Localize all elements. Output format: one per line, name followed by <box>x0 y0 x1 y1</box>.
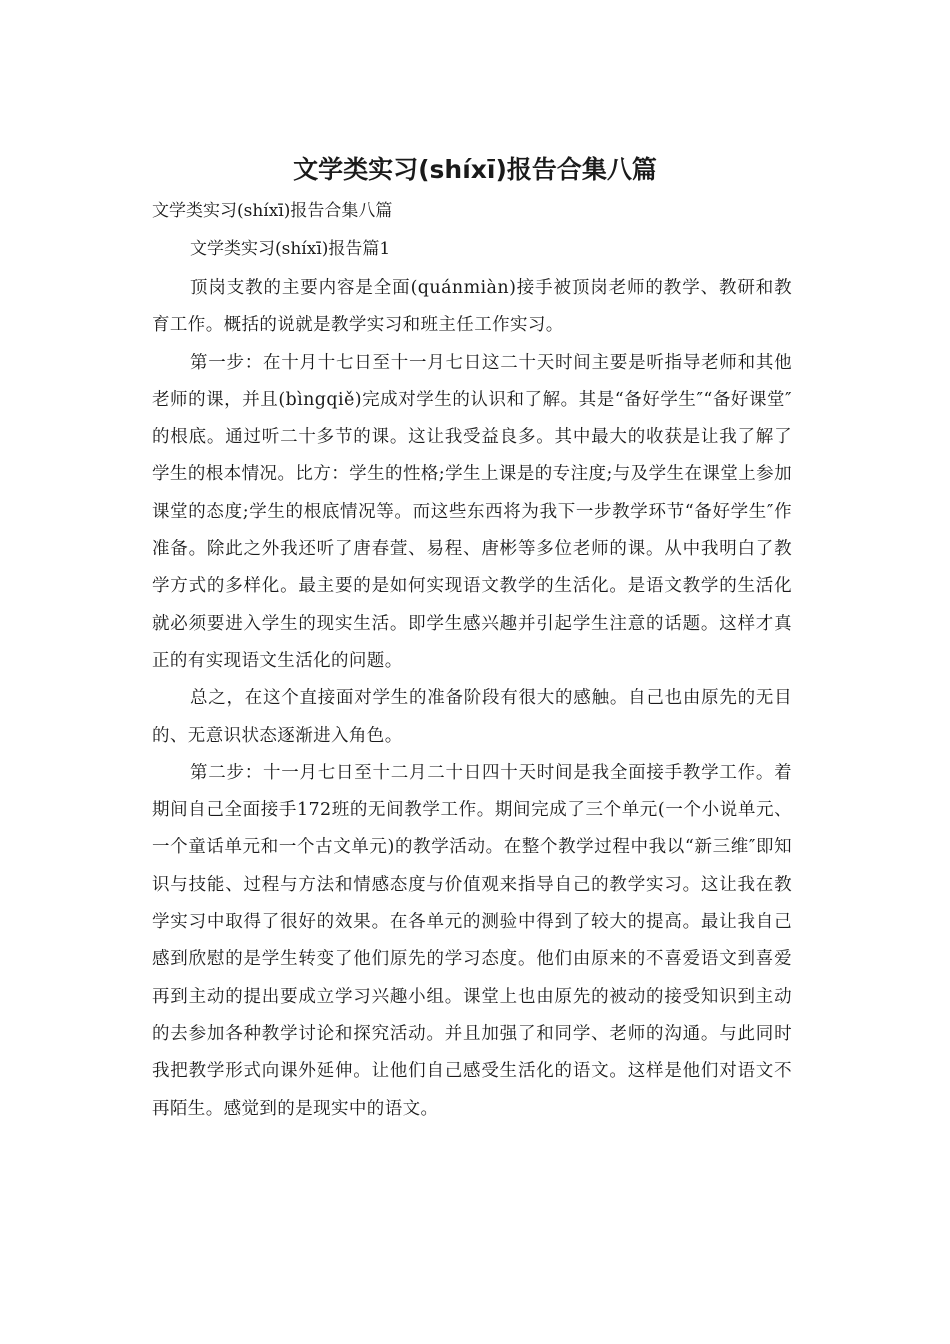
document-subtitle: 文学类实习(shíxī)报告合集八篇 <box>152 201 393 221</box>
paragraph-2: 第一步：在十月十七日至十一月七日这二十天时间主要是听指导老师和其他老师的课，并且(bìngqiě)完成对学生的认识和了解。其是“备好学生″“备好课堂″的根底。通过听二十多节的课。这让我受益良多。其中最大的收获是让我了解了学生的根本情况。比方：学生的性格;学生上课是的专注度;与及学生在课堂上参加课堂的态度;学生的根底情况等。而这些东西将为我下一步教学环节“备好学生″作准备。除此之外我还听了唐春萱、易程、唐彬等多位老师的课。从中我明白了教学方式的多样化。最主要的是如何实现语文教学的生活化。是语文教学的生活化就必须要进入学生的现实生活。即学生感兴趣并引起学生注意的话题。这样才真正的有实现语文生活化的问题。 <box>152 352 792 671</box>
paragraph-1: 顶岗支教的主要内容是全面(quánmiàn)接手被顶岗老师的教学、教研和教育工作。概括的说就是教学实习和班主任工作实习。 <box>152 278 792 336</box>
section-heading: 文学类实习(shíxī)报告篇1 <box>190 239 391 259</box>
document-body <box>152 270 792 1128</box>
paragraph-4: 第二步：十一月七日至十二月二十日四十天时间是我全面接手教学工作。着期间自己全面接手172班的无间教学工作。期间完成了三个单元(一个小说单元、一个童话单元和一个古文单元)的教学活动。在整个教学过程中我以“新三维″即知识与技能、过程与方法和情感态度与价值观来指导自己的教学实习。这让我在教学实习中取得了很好的效果。在各单元的测验中得到了较大的提高。最让我自己感到欣慰的是学生转变了他们原先的学习态度。他们由原来的不喜爱语文到喜爱再到主动的提出要成立学习兴趣小组。课堂上也由原先的被动的接受知识到主动的去参加各种教学讨论和探究活动。并且加强了和同学、老师的沟通。与此同时我把教学形式向课外延伸。让他们自己感受生活化的语文。这样是他们对语文不再陌生。感觉到的是现实中的语文。 <box>152 762 792 1119</box>
paragraph-3: 总之，在这个直接面对学生的准备阶段有很大的感触。自己也由原先的无目的、无意识状态逐渐进入角色。 <box>152 688 792 746</box>
document-title: 文学类实习(shíxī)报告合集八篇 <box>293 155 657 184</box>
